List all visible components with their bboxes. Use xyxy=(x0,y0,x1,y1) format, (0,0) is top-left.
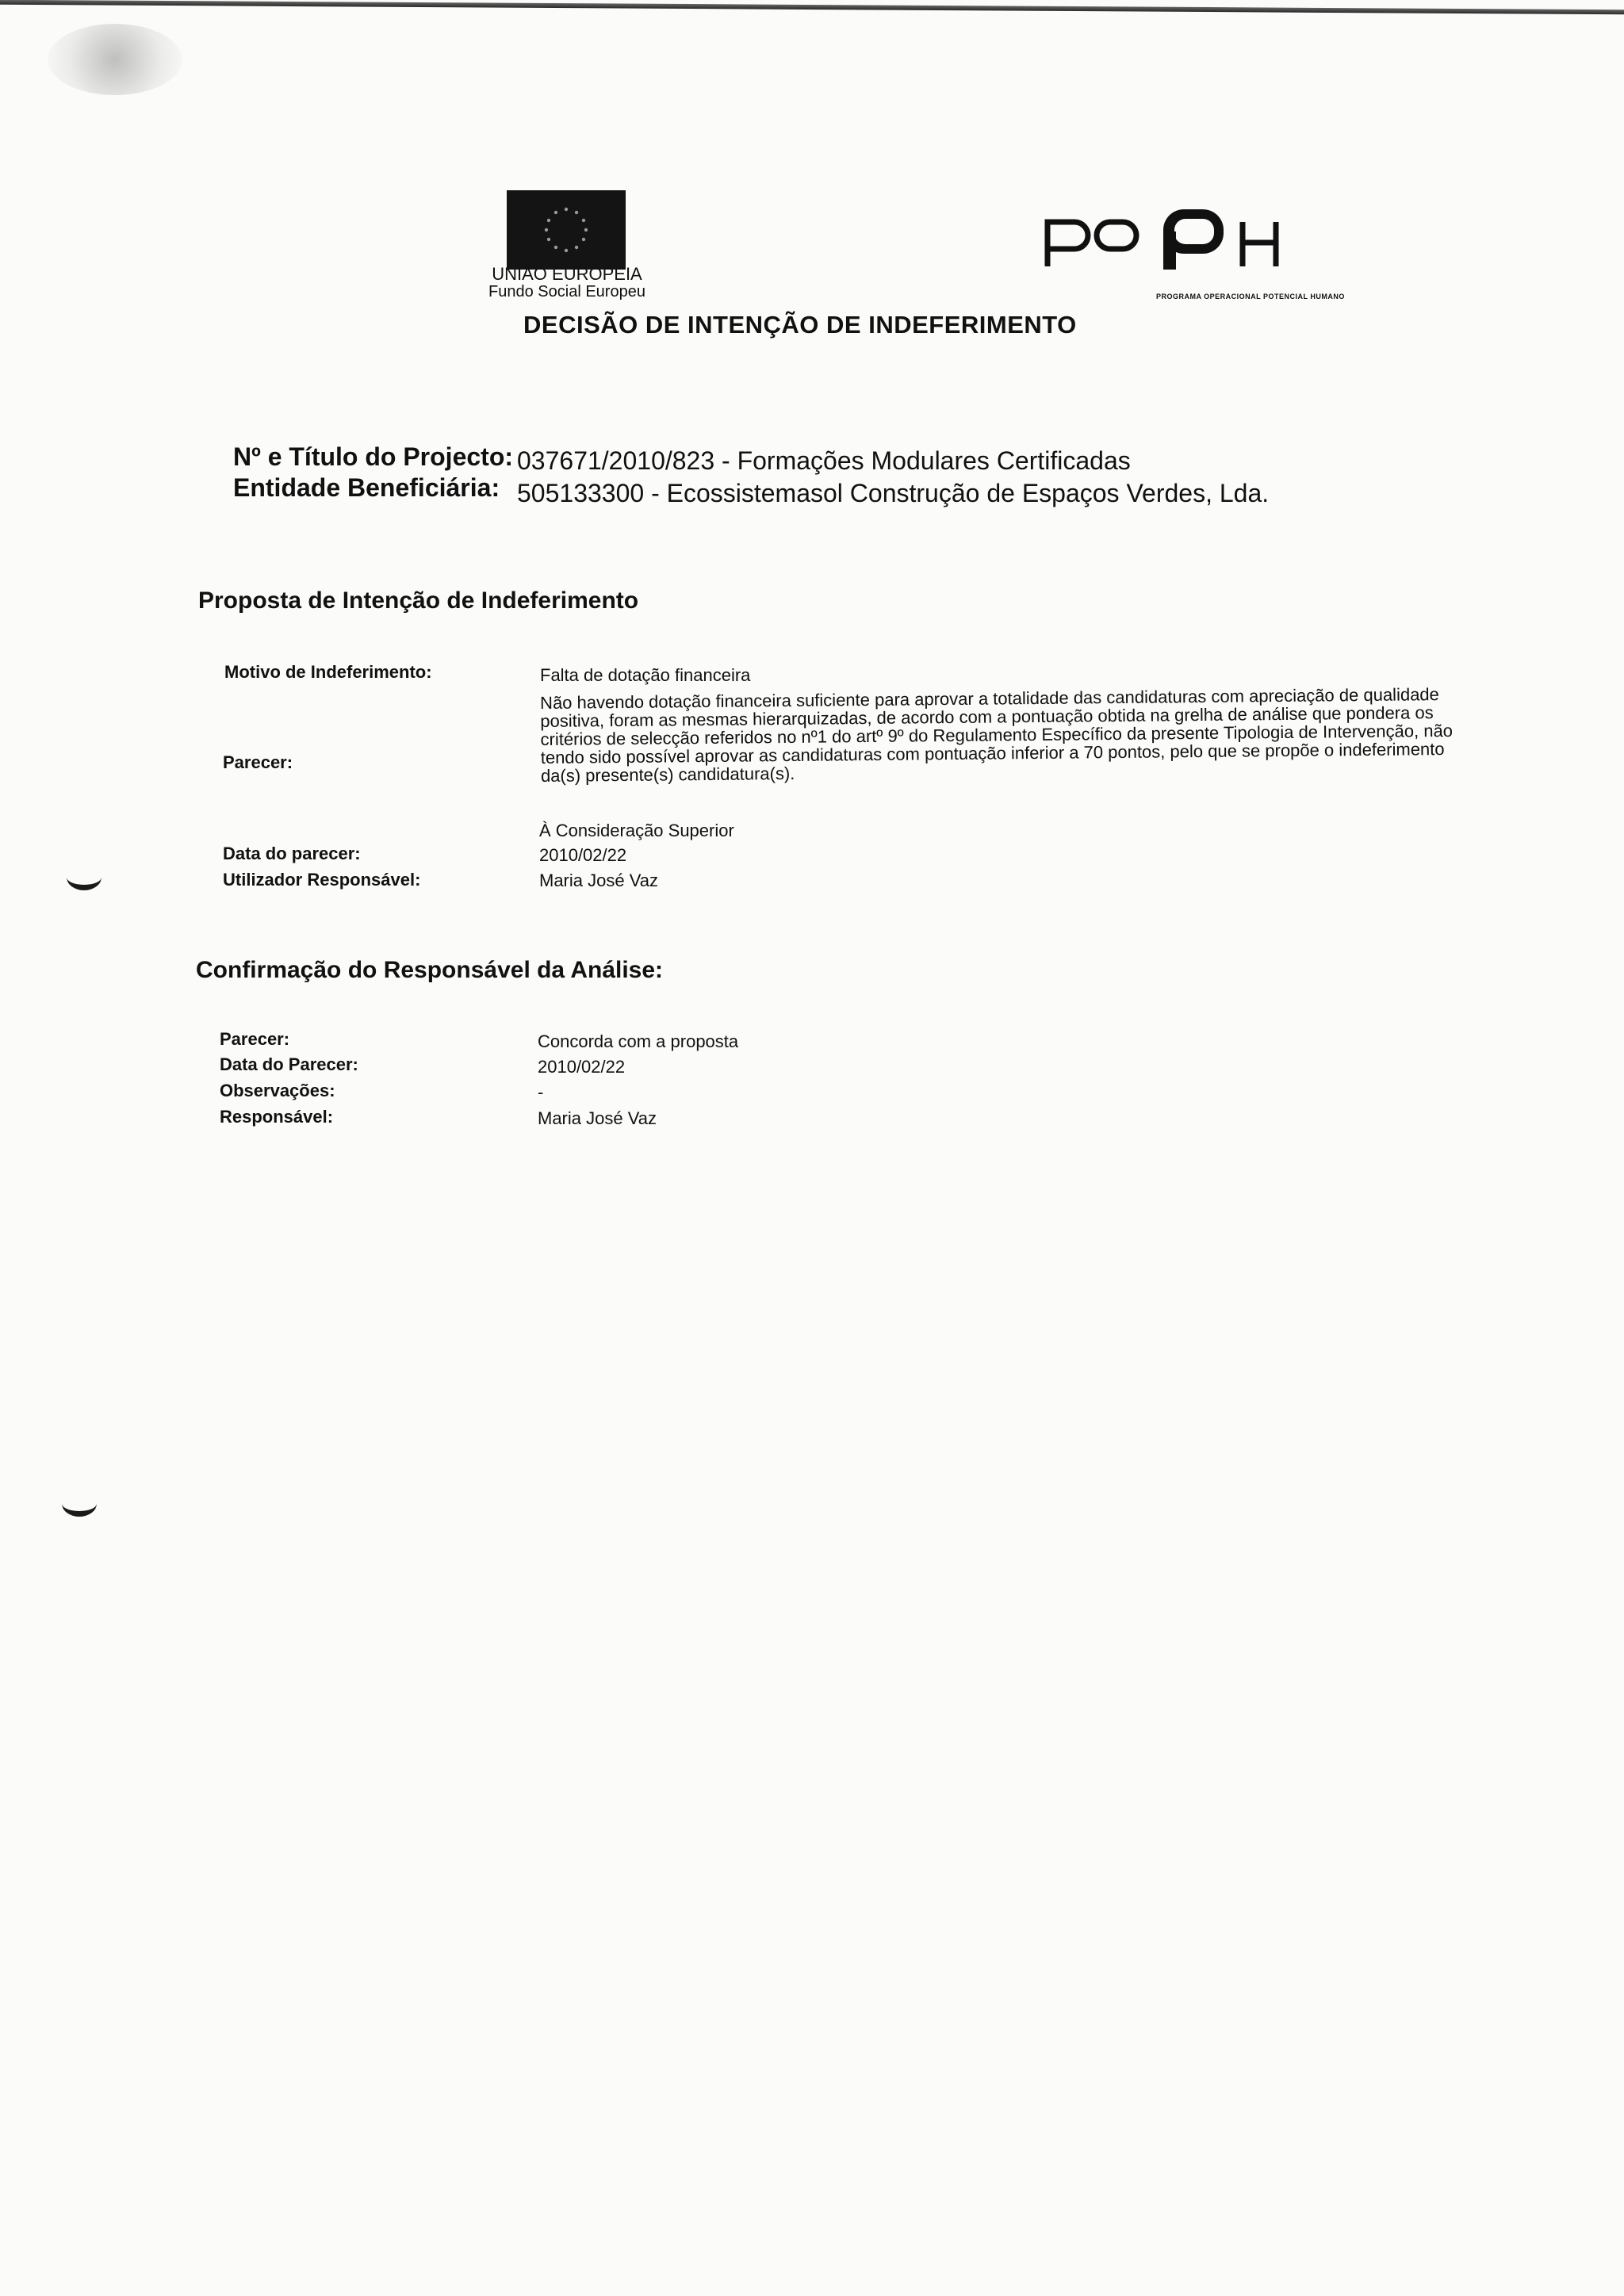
scan-smudge xyxy=(48,24,182,95)
eu-fund-label: Fundo Social Europeu xyxy=(488,283,645,300)
confirm-data-label: Data do Parecer: xyxy=(220,1054,358,1074)
responsavel-label: Responsável: xyxy=(220,1107,334,1127)
poph-logo xyxy=(1044,205,1297,271)
responsavel-value: Maria José Vaz xyxy=(538,1108,657,1128)
proposal-section-heading: Proposta de Intenção de Indeferimento xyxy=(198,587,639,614)
data-parecer-label: Data do parecer: xyxy=(223,844,361,863)
data-parecer-value: 2010/02/22 xyxy=(539,845,627,865)
scan-top-edge xyxy=(0,0,1624,14)
confirm-parecer-value: Concorda com a proposta xyxy=(538,1031,739,1051)
punch-hole-mark xyxy=(67,864,102,890)
utilizador-label: Utilizador Responsável: xyxy=(223,870,421,890)
observacoes-label: Observações: xyxy=(220,1081,335,1100)
parecer-label: Parecer: xyxy=(223,752,293,772)
project-title-label: Nº e Título do Projecto: xyxy=(233,442,514,471)
project-title-value: 037671/2010/823 - Formações Modulares Certificadas xyxy=(517,446,1131,475)
poph-tagline: PROGRAMA OPERACIONAL POTENCIAL HUMANO xyxy=(1156,293,1345,300)
motivo-value: Falta de dotação financeira xyxy=(540,665,751,685)
confirm-parecer-label: Parecer: xyxy=(220,1029,290,1049)
eu-label: UNIÃO EUROPEIA xyxy=(492,264,642,284)
utilizador-value: Maria José Vaz xyxy=(539,871,658,890)
document-title: DECISÃO DE INTENÇÃO DE INDEFERIMENTO xyxy=(523,311,1077,339)
parecer-text: Não havendo dotação financeira suficiente para aprovar a totalidade das candidaturas com apreciação de qualidade positiva, foram as mesmas hierarquizadas, de acordo com a pontuação obtida na grelha de análise que pondera os critérios de selecção referidos no nº1 do artº 9º do Regulamento Específico da presente Tipologia de Intervenção, não tendo sido possível aprovar as candidaturas com pontuação inferior a 70 pontos, pelo que se propõe o indeferimento da(s) presente(s) candidatura(s). xyxy=(539,684,1454,786)
consideracao-text: À Consideração Superior xyxy=(539,821,734,840)
eu-flag-logo xyxy=(507,190,626,270)
punch-hole-mark xyxy=(62,1490,97,1517)
beneficiary-value: 505133300 - Ecossistemasol Construção de Espaços Verdes, Lda. xyxy=(517,479,1270,507)
observacoes-value: - xyxy=(538,1082,544,1102)
motivo-label: Motivo de Indeferimento: xyxy=(224,662,432,682)
confirm-data-value: 2010/02/22 xyxy=(538,1057,626,1077)
beneficiary-label: Entidade Beneficiária: xyxy=(233,473,500,502)
confirmation-section-heading: Confirmação do Responsável da Análise: xyxy=(196,957,664,983)
